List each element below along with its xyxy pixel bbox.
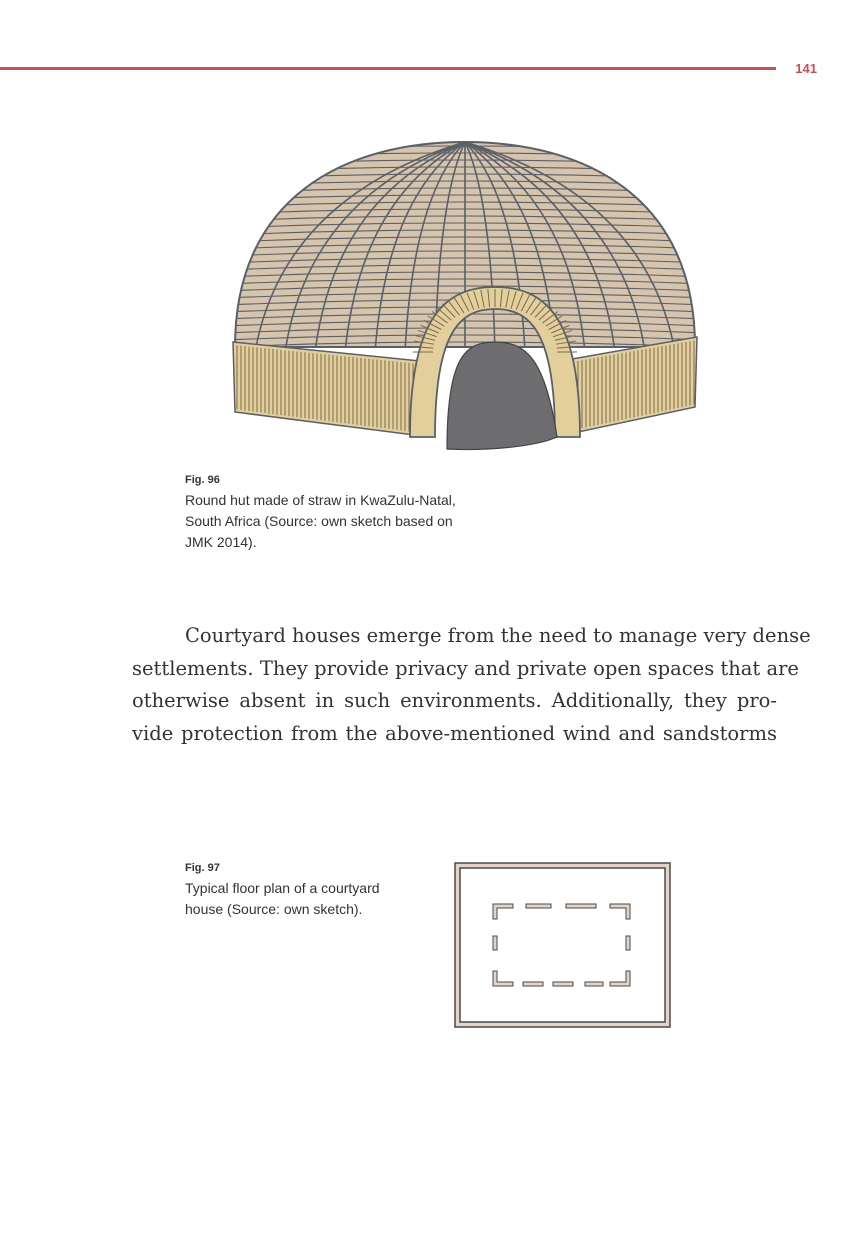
paragraph-line: Courtyard houses emerge from the need to manage very dense: [185, 624, 811, 647]
page-number: 141: [795, 61, 817, 76]
figure-96-caption: [185, 490, 505, 553]
caption-line: JMK 2014).: [185, 534, 257, 550]
hut-fringe-left: [233, 342, 430, 437]
caption-line: Typical floor plan of a courtyard: [185, 880, 380, 896]
courtyard-floor-plan: [453, 861, 673, 1029]
body-paragraph: [132, 620, 811, 750]
caption-line: Round hut made of straw in KwaZulu-Natal,: [185, 492, 456, 508]
paragraph-line: vide protection from the above-mentioned wind and sandstorms: [132, 721, 777, 745]
caption-line: South Africa (Source: own sketch based on: [185, 513, 453, 529]
outer-wall-inner-edge: [460, 868, 665, 1022]
hut-doorway: [447, 342, 557, 450]
figure-97-caption: [185, 878, 425, 920]
round-hut-illustration: [225, 137, 705, 457]
caption-line: house (Source: own sketch).: [185, 901, 363, 917]
paragraph-line: settlements. They provide privacy and private open spaces that are: [132, 656, 799, 680]
figure-96-label: Fig. 96: [185, 474, 220, 486]
header-rule: [0, 67, 776, 70]
figure-97-label: Fig. 97: [185, 862, 220, 874]
paragraph-line: otherwise absent in such environments. Additionally, they pro-: [132, 689, 777, 712]
